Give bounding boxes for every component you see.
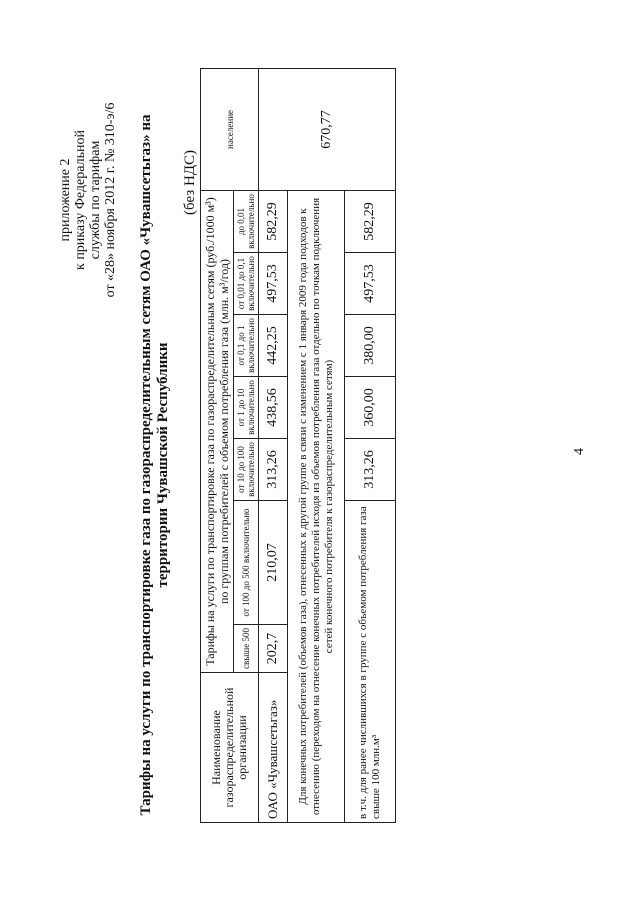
page-number: 4 [572, 448, 587, 455]
org-column-header: Наименование газораспределительной организации [201, 673, 259, 823]
tariff-header-line-1: Тарифы на услуги по транспортировке газа по газораспределительным сетям (руб./1000 м³) [203, 197, 217, 666]
tariff-value: 313,26 [345, 439, 396, 501]
order-date-line: от «28» ноября 2012 г. № 310-э/6 [103, 102, 118, 298]
tariff-value: 313,26 [259, 439, 288, 501]
column-header: от 0,01 до 0,1 включительно [234, 253, 259, 315]
tax-note: (без НДС) [182, 149, 198, 215]
column-header: от 10 до 100 включительно [234, 439, 259, 501]
tariff-value: 497,53 [345, 253, 396, 315]
tariff-value: 582,29 [259, 190, 288, 252]
tariff-value: 438,56 [259, 377, 288, 439]
tariff-value: 360,00 [345, 377, 396, 439]
tariff-table [200, 68, 396, 823]
title-line-2: территории Чувашской Республики [155, 342, 171, 588]
document-title [138, 85, 172, 845]
reclassification-note: Для конечных потребителей (объемов газа), отнесенных к другой группе в связи с изменением с 1 января 2009 года подходов к отнесению (переходом на отнесение конечных потребителей исходя из объемов потребления газа отдельно по точкам подключения сетей конечного потребителя к газораспределительным сетям) [288, 190, 345, 822]
tariff-header-line-2: по группам потребителей с объемом потребления газа (млн. м³/год) [217, 258, 231, 605]
appendix-label: приложение 2 [58, 158, 73, 242]
column-header: свыше 500 [234, 625, 259, 673]
agency-line: службы по тарифам [88, 140, 103, 260]
population-tariff-value: 670,77 [259, 68, 396, 190]
tariff-value: 380,00 [345, 315, 396, 377]
tariff-main-header [201, 190, 234, 672]
tariff-value: 442,25 [259, 315, 288, 377]
org-name-cell: ОАО «Чувашсетьгаз» [259, 673, 288, 823]
tariff-value: 582,29 [345, 190, 396, 252]
order-reference [58, 50, 118, 350]
population-column-header: население [201, 68, 259, 190]
column-header: от 0,1 до 1 включительно [234, 315, 259, 377]
column-header: до 0,01 включительно [234, 190, 259, 252]
column-header: от 1 до 10 включительно [234, 377, 259, 439]
including-row-label: в т.ч. для ранее числившихся в группе с объемом потребления газа свыше 100 млн.м³ [345, 501, 396, 823]
tariff-value: 497,53 [259, 253, 288, 315]
title-line-1: Тарифы на услуги по транспортировке газа по газораспределительным сетям ОАО «Чувашсетьгаз» на [138, 114, 154, 816]
tariff-value: 202,7 [259, 625, 288, 673]
column-header: от 100 до 500 включительно [234, 501, 259, 625]
tariff-value: 210,07 [259, 501, 288, 625]
order-line: к приказу Федеральной [73, 130, 88, 270]
